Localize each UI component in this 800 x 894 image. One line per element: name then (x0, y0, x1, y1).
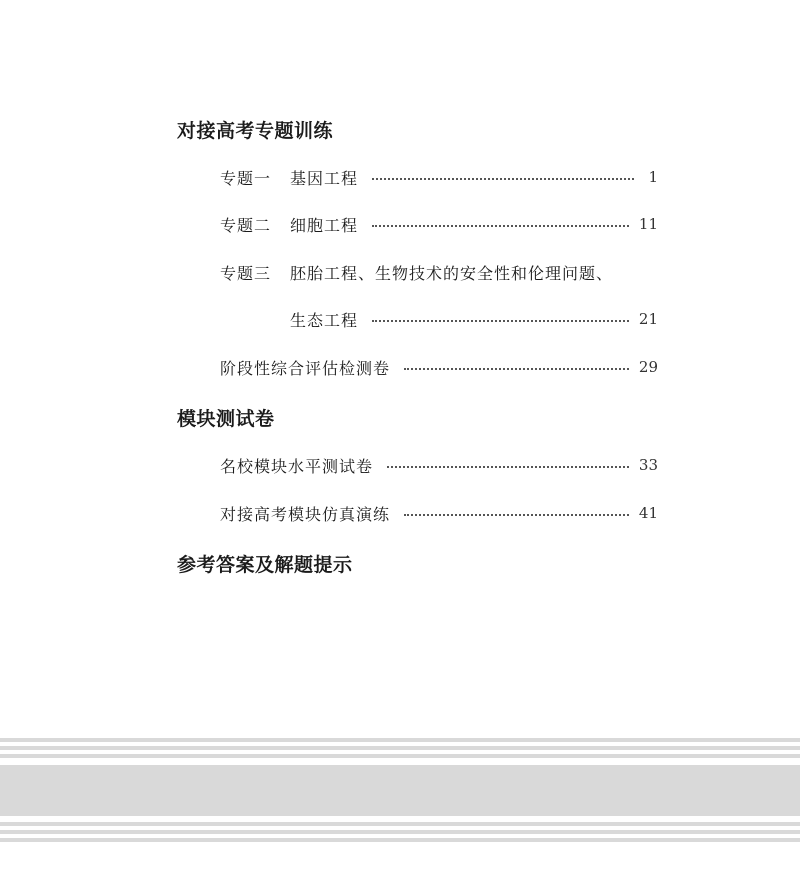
toc-entry[interactable] (220, 261, 613, 283)
toc-entry[interactable] (220, 454, 658, 476)
page-number: 29 (638, 358, 658, 376)
entry-title: 生态工程 (290, 310, 359, 330)
page-number: 11 (638, 215, 658, 233)
toc-entry[interactable] (220, 356, 658, 378)
section-heading[interactable]: 模块测试卷 (177, 408, 275, 430)
dot-leader (372, 320, 629, 322)
entry-title: 对接高考模块仿真演练 (220, 504, 391, 524)
stripe (0, 838, 800, 842)
section-heading[interactable]: 对接高考专题训练 (177, 120, 334, 142)
page-number: 1 (648, 168, 658, 186)
stripe (0, 738, 800, 742)
stripe (0, 830, 800, 834)
stripe (0, 754, 800, 758)
entry-title: 名校模块水平测试卷 (220, 456, 374, 476)
page-number: 41 (638, 504, 658, 522)
toc-entry[interactable] (220, 213, 658, 235)
toc-entry-continuation[interactable] (290, 308, 658, 330)
decorative-stripes (0, 738, 800, 848)
entry-prefix: 专题二 (220, 215, 272, 235)
page-number: 21 (638, 310, 658, 328)
toc-entry[interactable] (220, 166, 658, 188)
section-heading[interactable]: 参考答案及解题提示 (177, 554, 353, 576)
toc-entry[interactable] (220, 502, 658, 524)
stripe (0, 765, 800, 816)
stripe (0, 746, 800, 750)
entry-title: 基因工程 (290, 168, 359, 188)
dot-leader (404, 368, 629, 370)
dot-leader (372, 178, 634, 180)
dot-leader (387, 466, 629, 468)
entry-title: 胚胎工程、生物技术的安全性和伦理问题、 (290, 263, 614, 283)
dot-leader (372, 225, 629, 227)
dot-leader (404, 514, 629, 516)
entry-prefix: 专题三 (220, 263, 272, 283)
entry-prefix: 专题一 (220, 168, 272, 188)
entry-title: 阶段性综合评估检测卷 (220, 358, 391, 378)
page-number: 33 (638, 456, 658, 474)
entry-title: 细胞工程 (290, 215, 359, 235)
stripe (0, 822, 800, 826)
